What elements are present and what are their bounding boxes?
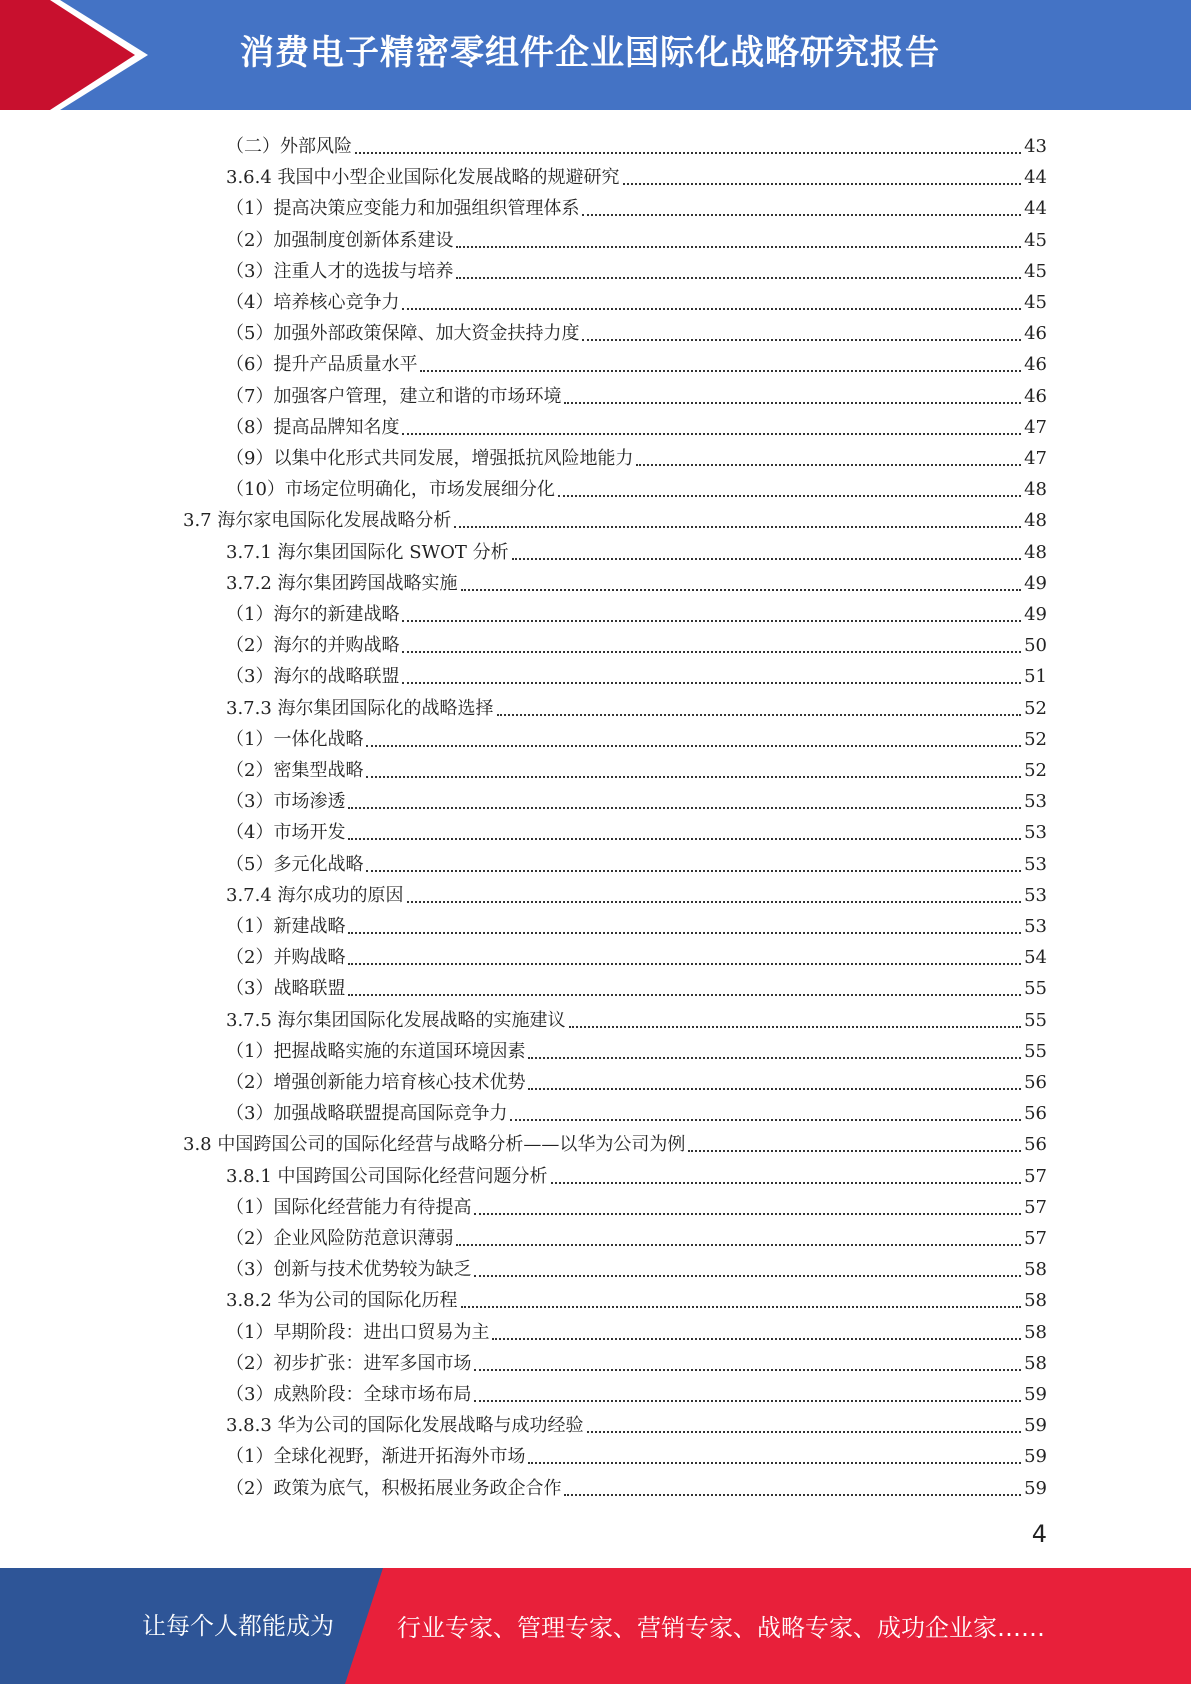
toc-entry-label: （二）外部风险 (226, 136, 352, 157)
toc-entry[interactable] (226, 470, 1047, 501)
toc-entry-page: 55 (1024, 1040, 1047, 1062)
toc-entry[interactable] (226, 158, 1047, 189)
toc-entry-number: 3.8 (183, 1134, 212, 1156)
toc-entry[interactable] (226, 1250, 1047, 1281)
page-number: 4 (1031, 1520, 1047, 1548)
toc-leader-dots (528, 1087, 1021, 1090)
toc-leader-dots (474, 1399, 1021, 1402)
toc-entry[interactable] (226, 1032, 1047, 1063)
toc-entry-page: 56 (1024, 1103, 1047, 1125)
toc-leader-dots (636, 463, 1021, 466)
toc-entry-label: 海尔家电国际化发展战略分析 (217, 510, 452, 532)
footer-slogan-left: 让每个人都能成为 (142, 1612, 334, 1640)
toc-entry-label: （4）市场开发 (226, 822, 346, 844)
toc-entry[interactable] (226, 533, 1047, 564)
toc-entry-label: （10）市场定位明确化，市场发展细分化 (226, 479, 555, 501)
toc-leader-dots (456, 1243, 1021, 1246)
toc-entry-page: 46 (1024, 385, 1047, 407)
toc-entry-label: （3）市场渗透 (226, 791, 346, 813)
toc-entry-label: （2）企业风险防范意识薄弱 (226, 1228, 454, 1249)
toc-entry-label: 海尔集团国际化的战略选择 (277, 697, 494, 719)
toc-entry-label: （1）全球化视野，渐进开拓海外市场 (226, 1446, 526, 1468)
page-footer (0, 1568, 1191, 1684)
toc-entry-page: 56 (1024, 1072, 1047, 1093)
toc-entry-page: 44 (1024, 198, 1047, 220)
toc-entry[interactable] (226, 845, 1047, 876)
toc-entry-page: 55 (1024, 978, 1047, 1000)
toc-entry[interactable] (226, 221, 1047, 252)
toc-entry-page: 53 (1024, 916, 1047, 937)
toc-entry-label: （5）加强外部政策保障、加大资金扶持力度 (226, 323, 580, 345)
toc-entry[interactable] (226, 969, 1047, 1000)
toc-entry-label: （1）新建战略 (226, 916, 346, 937)
toc-leader-dots (564, 401, 1021, 404)
toc-leader-dots (402, 432, 1021, 435)
toc-entry-label: （7）加强客户管理，建立和谐的市场环境 (226, 385, 562, 407)
toc-entry-page: 47 (1024, 416, 1047, 438)
toc-entry[interactable] (183, 1125, 1047, 1156)
toc-entry-number: 3.7.1 (226, 541, 272, 563)
toc-leader-dots (348, 962, 1021, 965)
toc-leader-dots (528, 1461, 1021, 1464)
toc-entry[interactable] (226, 595, 1047, 626)
toc-entry-label: （2）增强创新能力培育核心技术优势 (226, 1072, 526, 1093)
toc-entry-page: 57 (1024, 1228, 1047, 1249)
toc-leader-dots (528, 1056, 1021, 1059)
toc-entry-page: 52 (1024, 760, 1047, 781)
toc-leader-dots (497, 713, 1022, 716)
toc-leader-dots (564, 1493, 1021, 1496)
toc-leader-dots (512, 557, 1022, 560)
toc-leader-dots (348, 837, 1021, 840)
toc-leader-dots (461, 588, 1022, 591)
toc-leader-dots (348, 806, 1021, 809)
toc-entry-page: 48 (1024, 479, 1047, 501)
toc-entry[interactable] (226, 720, 1047, 751)
toc-entry[interactable] (226, 439, 1047, 470)
toc-leader-dots (348, 931, 1021, 934)
toc-entry[interactable] (226, 1188, 1047, 1219)
toc-entry-label: （9）以集中化形式共同发展，增强抵抗风险地能力 (226, 448, 634, 469)
toc-leader-dots (355, 151, 1021, 154)
toc-entry-label: （3）成熟阶段：全球市场布局 (226, 1384, 472, 1405)
toc-entry-label: （1）国际化经营能力有待提高 (226, 1196, 472, 1218)
toc-entry[interactable] (226, 1063, 1047, 1094)
toc-entry-label: 海尔集团跨国战略实施 (277, 572, 458, 594)
toc-entry-page: 50 (1024, 635, 1047, 657)
toc-entry-page: 49 (1024, 572, 1047, 594)
toc-entry[interactable] (226, 1469, 1047, 1500)
document-title: 消费电子精密零组件企业国际化战略研究报告 (240, 33, 940, 73)
toc-entry-number: 3.8.3 (226, 1415, 272, 1437)
toc-entry-label: （1）海尔的新建战略 (226, 604, 400, 625)
toc-entry-page: 45 (1024, 292, 1047, 313)
toc-entry-label: （3）战略联盟 (226, 978, 346, 1000)
toc-entry-page: 59 (1024, 1415, 1047, 1437)
toc-entry-label: 海尔集团国际化 SWOT 分析 (277, 541, 509, 563)
toc-entry[interactable] (226, 751, 1047, 782)
toc-entry-label: （2）并购战略 (226, 947, 346, 969)
toc-entry-label: （2）海尔的并购战略 (226, 635, 400, 657)
toc-entry-label: （1）早期阶段：进出口贸易为主 (226, 1321, 490, 1343)
toc-entry[interactable] (226, 689, 1047, 720)
toc-entry-page: 59 (1024, 1384, 1047, 1405)
toc-entry-page: 53 (1024, 853, 1047, 875)
footer-slogan-right: 行业专家、管理专家、营销专家、战略专家、成功企业家…… (397, 1614, 1045, 1642)
toc-entry[interactable] (226, 907, 1047, 938)
toc-entry[interactable] (226, 782, 1047, 813)
toc-entry-page: 58 (1024, 1352, 1047, 1374)
toc-leader-dots (569, 1025, 1022, 1028)
toc-entry-label: （4）培养核心竞争力 (226, 292, 400, 313)
toc-leader-dots (461, 1305, 1022, 1308)
toc-entry[interactable] (183, 501, 1047, 532)
toc-entry-page: 51 (1024, 666, 1047, 688)
toc-entry[interactable] (226, 1219, 1047, 1250)
toc-leader-dots (582, 213, 1021, 216)
toc-entry-number: 3.7.3 (226, 697, 272, 719)
toc-entry[interactable] (226, 1157, 1047, 1188)
toc-entry-page: 45 (1024, 260, 1047, 282)
toc-entry-label: （2）加强制度创新体系建设 (226, 229, 454, 251)
toc-leader-dots (688, 1149, 1021, 1152)
toc-entry[interactable] (226, 564, 1047, 595)
toc-leader-dots (474, 1368, 1021, 1371)
toc-entry[interactable] (226, 314, 1047, 345)
toc-entry-page: 59 (1024, 1477, 1047, 1499)
toc-entry-label: 中国跨国公司的国际化经营与战略分析——以华为公司为例 (217, 1134, 686, 1156)
toc-leader-dots (474, 1212, 1021, 1215)
toc-entry[interactable] (226, 1344, 1047, 1375)
toc-entry[interactable] (226, 626, 1047, 657)
toc-entry-number: 3.7.4 (226, 884, 272, 906)
toc-entry-page: 52 (1024, 697, 1047, 719)
toc-entry-number: 3.7 (183, 510, 212, 532)
toc-entry[interactable] (226, 377, 1047, 408)
toc-entry-label: （3）海尔的战略联盟 (226, 666, 400, 688)
toc-leader-dots (402, 307, 1021, 310)
toc-entry-label: （1）把握战略实施的东道国环境因素 (226, 1040, 526, 1062)
toc-entry-label: （3）创新与技术优势较为缺乏 (226, 1259, 472, 1281)
toc-entry-page: 59 (1024, 1446, 1047, 1468)
toc-entry-page: 49 (1024, 604, 1047, 625)
toc-entry[interactable] (226, 876, 1047, 907)
toc-entry-page: 53 (1024, 822, 1047, 844)
toc-entry-page: 53 (1024, 791, 1047, 813)
toc-entry-page: 44 (1024, 167, 1047, 189)
toc-leader-dots (510, 1118, 1021, 1121)
toc-entry-label: （2）初步扩张：进军多国市场 (226, 1352, 472, 1374)
toc-entry-page: 53 (1024, 884, 1047, 906)
toc-entry[interactable] (226, 813, 1047, 844)
toc-entry-label: 海尔集团国际化发展战略的实施建议 (277, 1009, 566, 1031)
toc-entry-number: 3.7.5 (226, 1009, 272, 1031)
toc-leader-dots (402, 619, 1021, 622)
toc-entry-number: 3.6.4 (226, 167, 272, 189)
toc-entry-label: 海尔成功的原因 (277, 884, 404, 906)
toc-entry-page: 57 (1024, 1165, 1047, 1187)
toc-entry-page: 57 (1024, 1196, 1047, 1218)
toc-entry[interactable] (226, 408, 1047, 439)
toc-entry-label: 我国中小型企业国际化发展战略的规避研究 (277, 167, 620, 189)
toc-leader-dots (492, 1337, 1021, 1340)
toc-leader-dots (402, 650, 1021, 653)
toc-leader-dots (348, 993, 1021, 996)
toc-entry-page: 56 (1024, 1134, 1047, 1156)
toc-entry[interactable] (226, 1375, 1047, 1406)
toc-leader-dots (454, 525, 1021, 528)
toc-entry-label: （8）提高品牌知名度 (226, 416, 400, 438)
toc-leader-dots (407, 900, 1022, 903)
toc-entry[interactable] (226, 1406, 1047, 1437)
toc-entry-label: 华为公司的国际化历程 (277, 1290, 458, 1312)
toc-leader-dots (587, 1430, 1022, 1433)
toc-entry-page: 48 (1024, 510, 1047, 532)
toc-entry[interactable] (226, 938, 1047, 969)
toc-leader-dots (551, 1181, 1022, 1184)
toc-entry-number: 3.7.2 (226, 572, 272, 594)
toc-entry[interactable] (226, 1437, 1047, 1468)
header-arrow-icon (0, 0, 150, 110)
toc-entry[interactable] (226, 1281, 1047, 1312)
toc-leader-dots (366, 869, 1021, 872)
toc-entry[interactable] (226, 283, 1047, 314)
toc-leader-dots (402, 681, 1021, 684)
toc-leader-dots (366, 775, 1021, 778)
toc-leader-dots (474, 1274, 1021, 1277)
toc-entry-label: 中国跨国公司国际化经营问题分析 (277, 1165, 548, 1187)
toc-entry-label: （2）政策为底气，积极拓展业务政企合作 (226, 1477, 562, 1499)
toc-entry-page: 45 (1024, 229, 1047, 251)
toc-entry-page: 48 (1024, 541, 1047, 563)
toc-entry-label: （5）多元化战略 (226, 853, 364, 875)
toc-entry[interactable] (226, 1094, 1047, 1125)
toc-entry[interactable] (226, 127, 1047, 158)
toc-entry-page: 58 (1024, 1259, 1047, 1281)
toc-entry[interactable] (226, 1001, 1047, 1032)
toc-entry-page: 43 (1024, 136, 1047, 157)
toc-entry-number: 3.8.1 (226, 1165, 272, 1187)
toc-entry[interactable] (226, 252, 1047, 283)
toc-entry[interactable] (226, 189, 1047, 220)
toc-entry-page: 58 (1024, 1290, 1047, 1312)
toc-entry-page: 46 (1024, 323, 1047, 345)
toc-entry-label: （2）密集型战略 (226, 760, 364, 781)
toc-entry-page: 58 (1024, 1321, 1047, 1343)
page-header (0, 0, 1191, 110)
toc-entry-label: （1）提高决策应变能力和加强组织管理体系 (226, 198, 580, 220)
toc-leader-dots (420, 369, 1021, 372)
toc-leader-dots (582, 338, 1021, 341)
toc-entry-label: （3）注重人才的选拔与培养 (226, 260, 454, 282)
toc-leader-dots (366, 744, 1021, 747)
toc-entry-number: 3.8.2 (226, 1290, 272, 1312)
toc-entry[interactable] (226, 345, 1047, 376)
toc-leader-dots (456, 245, 1021, 248)
toc-leader-dots (558, 494, 1021, 497)
toc-entry-label: 华为公司的国际化发展战略与成功经验 (277, 1415, 584, 1437)
toc-entry-page: 54 (1024, 947, 1047, 969)
toc-entry[interactable] (226, 657, 1047, 688)
toc-entry-label: （3）加强战略联盟提高国际竞争力 (226, 1103, 508, 1125)
toc-entry-page: 47 (1024, 448, 1047, 469)
toc-entry[interactable] (226, 1313, 1047, 1344)
toc-entry-page: 52 (1024, 728, 1047, 750)
toc-entry-label: （1）一体化战略 (226, 728, 364, 750)
toc-entry-page: 55 (1024, 1009, 1047, 1031)
toc-leader-dots (456, 276, 1021, 279)
toc-entry-label: （6）提升产品质量水平 (226, 354, 418, 376)
toc-leader-dots (623, 182, 1022, 185)
toc-entry-page: 46 (1024, 354, 1047, 376)
